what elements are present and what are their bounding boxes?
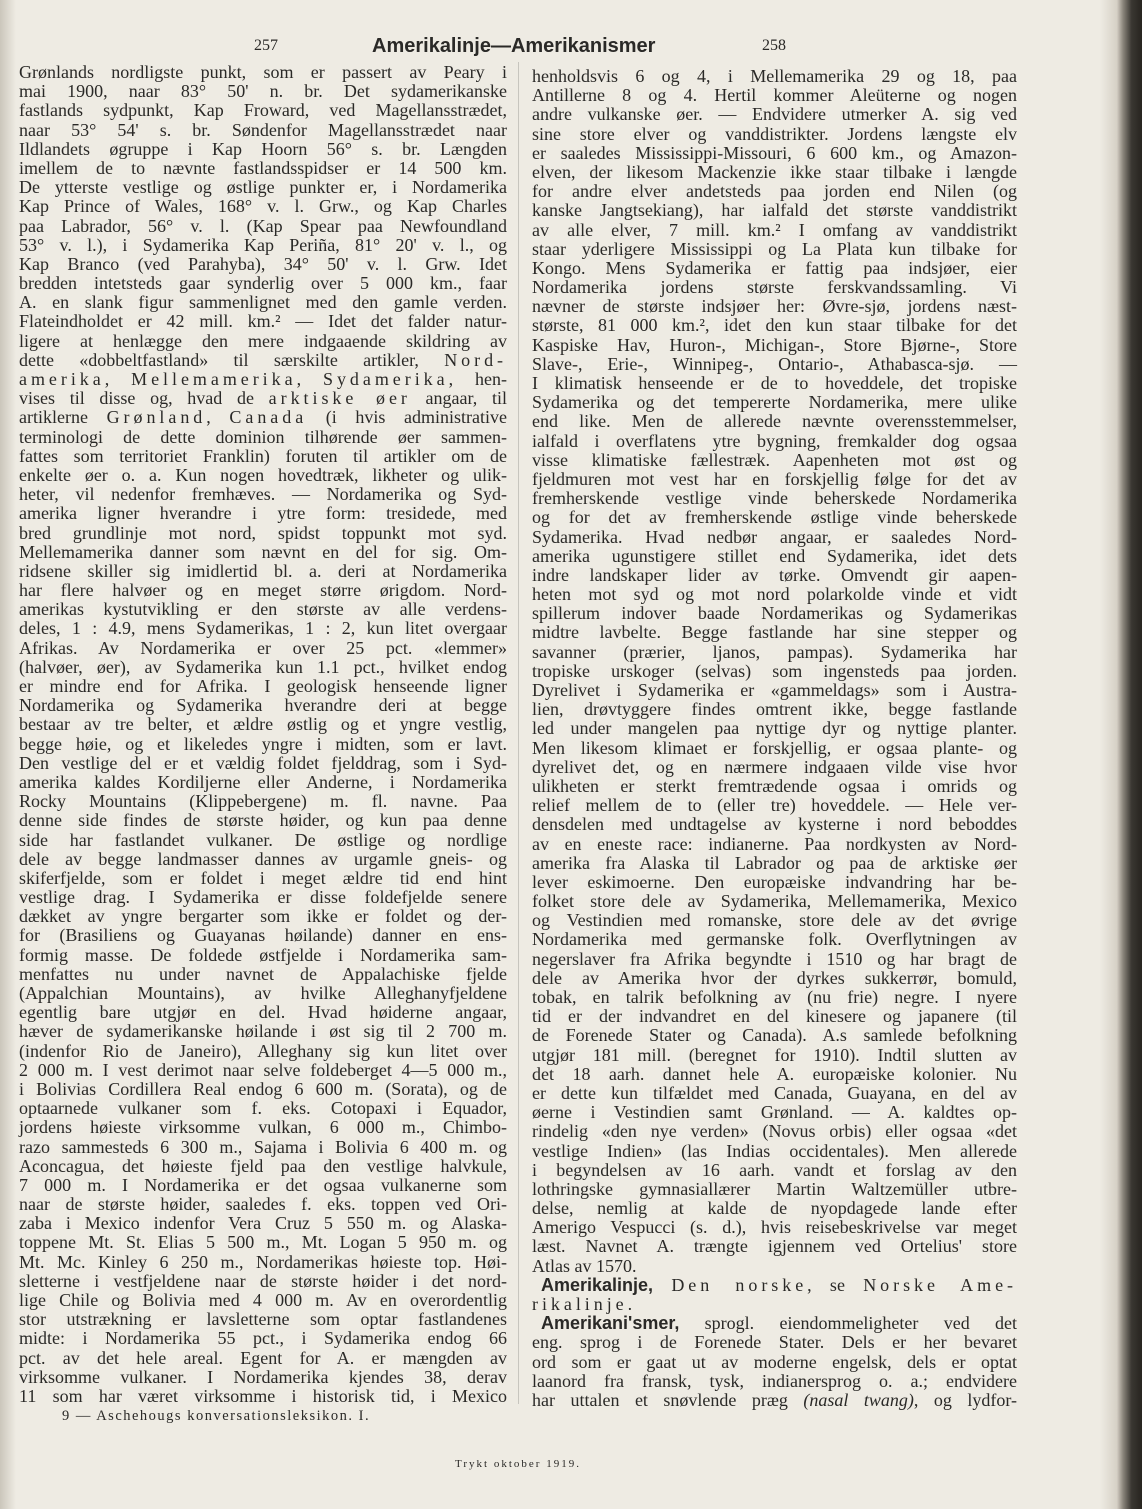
running-header-title: Amerikalinje—Amerikanismer bbox=[372, 35, 656, 57]
text-line: og Vestindien med romanske, store dele av det øvrige bbox=[532, 910, 1017, 931]
text-line: egentlig bare utgjør en del. Hvad høiderne angaar, bbox=[19, 1002, 507, 1023]
text-line: staar yderligere Mississippi og La Plata kun tilbake for bbox=[532, 238, 1017, 259]
text-line: i Bolivias Cordillera Real endog 6 600 m. (Sorata), og de bbox=[19, 1078, 507, 1099]
text-line bbox=[532, 1276, 1017, 1295]
text-line: heter, vil nedenfor fremhæves. — Nordamerika og Syd- bbox=[19, 484, 507, 505]
text-line: Mellemamerika danner som nævnt en del for sig. Om- bbox=[19, 541, 507, 562]
text-line: vestlige Indien» (las Indias occidentales). Men allerede bbox=[532, 1140, 1017, 1161]
text-line: pct. av det hele areal. Egent for A. er mængden av bbox=[19, 1347, 507, 1368]
text-line: Slave-, Erie-, Winnipeg-, Ontario-, Athabasca-sjø. — bbox=[532, 353, 1017, 374]
text-line: Den vestlige del er et vældig foldet fjelddrag, som i Syd- bbox=[19, 752, 507, 773]
text-line: for (Brasiliens og Guayanas høilande) danner en ens- bbox=[19, 925, 507, 946]
spaced-text: Sydamerika bbox=[323, 369, 449, 389]
text-line: eng. sprog i de Forenede Stater. Dels er her bevaret bbox=[532, 1332, 1017, 1353]
text-line: spillerum indover baade Nordamerikas og Sydamerikas bbox=[532, 603, 1017, 624]
text-line: Ildlandets øgruppe i Kap Hoorn 56° s. br. Længden bbox=[19, 138, 507, 159]
text-line: de Forenede Stater og Canada). A.s samlede befolkning bbox=[532, 1025, 1017, 1046]
spaced-text: Mellemamerika bbox=[131, 369, 297, 389]
text-segment: har uttalen et snøvlende præg bbox=[532, 1389, 804, 1410]
text-line: (indenfor Rio de Janeiro), Alleghany sig kun litet over bbox=[19, 1040, 507, 1061]
text-line: side har fastlandet vulkaner. De østlige og nordlige bbox=[19, 829, 507, 850]
paragraph bbox=[532, 67, 1017, 1276]
text-line: vestlige drag. I Sydamerika er disse foldefjelde senere bbox=[19, 887, 507, 908]
text-segment: (i hvis administrative bbox=[307, 407, 507, 428]
text-line: læst. Navnet A. trængte igjennem ved Ortelius' store bbox=[532, 1236, 1017, 1257]
text-line bbox=[532, 1314, 1017, 1333]
text-line: formig masse. De foldede østfjelde i Nordamerika sam- bbox=[19, 944, 507, 965]
print-date-footer: Trykt oktober 1919. bbox=[455, 1458, 581, 1470]
text-line: relief mellem de to (eller tre) hoveddele. — Hele ver- bbox=[532, 795, 1017, 816]
text-line: deles, 1 : 4.9, mens Sydamerikas, 1 : 2, kun litet overgaar bbox=[19, 618, 507, 639]
text-line: naar de største høider, saaledes f. eks. toppen ved Ori- bbox=[19, 1194, 507, 1215]
text-line: Kongo. Mens Sydamerika er fattig paa indsjøer, eier bbox=[532, 257, 1017, 278]
text-line: end like. Men de allerede nævnte overensstemmelser, bbox=[532, 411, 1017, 432]
text-line: Rocky Mountains (Klippebergene) m. fl. navne. Paa bbox=[19, 791, 507, 812]
signature-footer: 9 — Aschehougs konversationsleksikon. I. bbox=[62, 1408, 371, 1424]
page-number-left: 257 bbox=[254, 37, 278, 54]
text-line: lien, drøvtyggere findes omtrent ikke, begge fastlande bbox=[532, 699, 1017, 720]
text-line: øerne i Vestindien samt Grønland. — A. kaldtes op- bbox=[532, 1102, 1017, 1123]
text-segment: , se bbox=[807, 1274, 864, 1295]
entry-paragraph bbox=[532, 1276, 1017, 1314]
text-line: Men likesom klimaet er forskjellig, er ogsaa plante- og bbox=[532, 737, 1017, 758]
text-line: Mt. Mc. Kinley 6 250 m., Nordamerikas høieste top. Høi- bbox=[19, 1251, 507, 1272]
text-line: amerika ugunstigere stillet end Sydamerika, idet dets bbox=[532, 545, 1017, 566]
text-line: menfattes nu under navnet de Appalachiske fjelde bbox=[19, 963, 507, 984]
text-line: dele av begge landmasser dannes av urgamle gneis- og bbox=[19, 848, 507, 869]
text-line: De ytterste vestlige og østlige punkter er, i Nordamerika bbox=[19, 177, 507, 198]
text-segment: . bbox=[627, 1294, 633, 1314]
text-line: sine store elver og vanddistrikter. Jordens længste elv bbox=[532, 123, 1017, 144]
text-line: densdelen med undtagelse av kysterne i nord beboddes bbox=[532, 814, 1017, 835]
text-line bbox=[19, 389, 507, 408]
text-line: Aconcagua, det høieste fjeld paa den vestlige halvkule, bbox=[19, 1155, 507, 1176]
text-line: skiferfjelde, som er foldet i meget ældre tid end hint bbox=[19, 867, 507, 888]
text-line: enkelte øer o. a. Kun nogen hovedtræk, likheter og ulik- bbox=[19, 464, 507, 485]
entry-paragraph bbox=[532, 1314, 1017, 1410]
spaced-text: arktiske øer bbox=[268, 388, 411, 409]
text-line: begge høie, og et likeledes yngre i midten, som er lavt. bbox=[19, 733, 507, 754]
text-line bbox=[19, 408, 507, 427]
text-segment bbox=[653, 1275, 671, 1295]
text-line: andre vulkanske øer. — Endvidere utmerker A. sig ved bbox=[532, 104, 1017, 125]
text-line: tid er der indvandret en del kinesere og japanere (til bbox=[532, 1006, 1017, 1027]
text-line: henholdsvis 6 og 4, i Mellemamerika 29 og 18, paa bbox=[532, 66, 1017, 86]
text-line: Sydamerika. Hvad nedbør angaar, er saaledes Nord- bbox=[532, 526, 1017, 547]
text-segment: vises til disse og, hvad de bbox=[19, 388, 269, 409]
text-line: amerika ligner hverandre i ytre form: tresidede, med bbox=[19, 503, 507, 524]
text-line: delse, nemlig at kalde de nyopdagede lande efter bbox=[532, 1198, 1017, 1219]
text-line bbox=[19, 370, 507, 389]
text-segment: , bbox=[296, 369, 323, 389]
text-line: har flere halvøer og en meget større ørigdom. Nord- bbox=[19, 580, 507, 601]
text-line: 7 000 m. I Nordamerika er det ogsaa vulkanerne som bbox=[19, 1174, 507, 1195]
text-line: mai 1900, naar 83° 50' n. br. Det sydamerikanske bbox=[19, 81, 507, 102]
text-line: Kap Branco (ved Parahyba), 34° 50' v. l. Grw. Idet bbox=[19, 253, 507, 274]
text-line: led under mangelen paa nyttige dyr og nyttige planter. bbox=[532, 718, 1017, 739]
text-line: i begyndelsen av 16 aarh. vandt et forslag av den bbox=[532, 1159, 1017, 1180]
text-line: Kaspiske Hav, Huron-, Michigan-, Store Bjørne-, Store bbox=[532, 334, 1017, 355]
text-line: 53° v. l.), i Sydamerika Kap Periña, 81° 20' v. l., og bbox=[19, 234, 507, 255]
spaced-text: rikalinje bbox=[532, 1294, 628, 1314]
text-line: for andre elver andetsteds paa jorden end Nilen (og bbox=[532, 181, 1017, 202]
entry-headword: Amerikani'smer, bbox=[541, 1313, 680, 1334]
text-line: midtre lavbelte. Begge fastlande har sine stepper og bbox=[532, 622, 1017, 643]
text-line: tropiske urskoger (selvas) som ingensteds paa jorden. bbox=[532, 660, 1017, 681]
text-line: lever eskimoerne. Den europæiske indvandring har be- bbox=[532, 871, 1017, 892]
text-line: optaarnede vulkaner som f. eks. Cotopaxi i Equador, bbox=[19, 1098, 507, 1119]
text-line: zaba i Mexico indenfor Vera Cruz 5 550 m. og Alaska- bbox=[19, 1213, 507, 1234]
text-segment: dette «dobbeltfastland» til særskilte artikler, bbox=[19, 349, 445, 370]
text-line: utgjør 181 mill. (beregnet for 1910). Indtil slutten av bbox=[532, 1044, 1017, 1065]
text-line: fattes som territoriet Franklin) foruten til artikler om de bbox=[19, 445, 507, 466]
text-line: lige Chile og Bolivia med 4 000 m. Av en overordentlig bbox=[19, 1290, 507, 1310]
text-line: denne side findes de største høider, og kun paa denne bbox=[19, 810, 507, 831]
text-line: A. en slank figur sammenlignet med den gamle verden. bbox=[19, 292, 507, 313]
text-line: 11 som har været virksomme i historisk tid, i Mexico bbox=[19, 1385, 507, 1406]
spaced-text: Norske Ame- bbox=[863, 1274, 1018, 1295]
text-line: bred grundlinje mot nord, spidst toppunkt mot syd. bbox=[19, 522, 507, 543]
paragraph bbox=[19, 63, 507, 1406]
text-line: av alle elver, 7 mill. km.² I omfang av vanddistrikt bbox=[532, 219, 1017, 240]
text-line: lothringske gymnasiallærer Martin Waltzemüller utbre- bbox=[532, 1178, 1017, 1199]
text-line: kanske Jangtsekiang), har ialfald det største vanddistrikt bbox=[532, 200, 1017, 221]
entry-headword: Amerikalinje, bbox=[541, 1274, 654, 1295]
text-line: indre landskaper lider av tørke. Omvendt gir aapen- bbox=[532, 564, 1017, 585]
italic-text: (nasal twang) bbox=[803, 1389, 914, 1410]
text-line: Antillerne 8 og 4. Hertil kommer Aleüterne og nogen bbox=[532, 85, 1017, 106]
text-segment: , bbox=[206, 407, 230, 428]
text-line: Sydamerika og det tempererte Nordamerika, mere ulike bbox=[532, 392, 1017, 413]
text-line: negerslaver fra Afrika begyndte i 1510 og har bragt de bbox=[532, 948, 1017, 969]
text-line: stor utstrækning er lavsletterne som optar fastlandenes bbox=[19, 1309, 507, 1330]
text-line: toppene Mt. St. Elias 5 500 m., Mt. Logan 5 950 m. og bbox=[19, 1232, 507, 1253]
text-segment: sprogl. eiendommeligheter ved det bbox=[679, 1313, 1017, 1334]
left-column bbox=[19, 63, 507, 1406]
text-segment: angaar, til bbox=[410, 388, 507, 409]
text-line: ligere at henlægge den mere indgaaende skildring av bbox=[19, 330, 507, 351]
text-line: fastlands sydpunkt, Kap Froward, ved Magellansstrædet, bbox=[19, 100, 507, 121]
text-line: folket store dele av Sydamerika, Mellemamerika, Mexico bbox=[532, 891, 1017, 912]
text-line: er mindre end for Afrika. I geologisk henseende ligner bbox=[19, 676, 507, 696]
text-line: bestaar av tre belter, et ældre østlig og et yngre vestlig, bbox=[19, 714, 507, 735]
text-line: bredden intetsteds gaar synderlig over 5 000 km., faar bbox=[19, 273, 507, 294]
text-line: imellem de to nævnte fastlandsspidser er 14 500 km. bbox=[19, 157, 507, 178]
text-segment: , og lydfor- bbox=[913, 1389, 1017, 1410]
scan-left-shadow bbox=[0, 0, 16, 1509]
text-line: Flateindholdet er 42 mill. km.² — Idet det falder natur- bbox=[19, 311, 507, 332]
text-line: Kap Prince of Wales, 168° v. l. Grw., og Kap Charles bbox=[19, 196, 507, 217]
spaced-text: Grønland bbox=[106, 407, 207, 428]
spaced-text: Nord- bbox=[444, 349, 507, 370]
page-number-right: 258 bbox=[762, 37, 786, 54]
text-line: I klimatisk henseende er de to hoveddele, det tropiske bbox=[532, 373, 1017, 393]
text-line: dyrelivet det, og en nærmere indgaaen vilde vise hvor bbox=[532, 756, 1017, 777]
text-line bbox=[19, 351, 507, 370]
text-line: visse klimatiske fællestræk. Aapenheten mot øst og bbox=[532, 449, 1017, 470]
text-line: ialfald i overflatens ytre bygning, fremkalder dog ogsaa bbox=[532, 430, 1017, 451]
text-line: amerika fra Alaska til Labrador og paa de arktiske øer bbox=[532, 852, 1017, 873]
text-segment: artiklerne bbox=[19, 407, 107, 428]
text-segment: , bbox=[104, 369, 132, 389]
text-line: det 18 aarh. dannet hele A. europæiske kolonier. Nu bbox=[532, 1063, 1017, 1084]
text-line: og for det av fremherskende østlige vinde beherskede bbox=[532, 507, 1017, 528]
text-line bbox=[532, 1391, 1017, 1410]
text-line: er saaledes Mississippi-Missouri, 6 600 km., og Amazon- bbox=[532, 142, 1017, 163]
text-line: elven, der likesom Mackenzie ikke staar tilbake i længde bbox=[532, 161, 1017, 182]
text-line: heten mot syd og mot nord polarkolde vinde et vidt bbox=[532, 584, 1017, 605]
text-line: terminologi de dette dominion tilhørende øer sammen- bbox=[19, 426, 507, 447]
text-line: er dette kun tilfældet med Canada, Guayana, en del av bbox=[532, 1082, 1017, 1103]
text-line: jordens høieste virksomme vulkan, 6 000 m., Chimbo- bbox=[19, 1117, 507, 1138]
spaced-text: amerika bbox=[19, 369, 105, 389]
text-line: amerikas kystutvikling er den største av alle verdens- bbox=[19, 599, 507, 620]
text-line: laanord fra fransk, tysk, indianersprog o. a.; endvidere bbox=[532, 1370, 1017, 1391]
text-line: paa Labrador, 56° v. l. (Kap Spear paa Newfoundland bbox=[19, 215, 507, 236]
text-line: største, 81 000 km.², idet den kun staar tilbake for det bbox=[532, 315, 1017, 336]
text-line: ord som er gaat ut av moderne engelsk, dels er optat bbox=[532, 1351, 1017, 1372]
text-line: 2 000 m. I vest derimot naar selve foldeberget 4—5 000 m., bbox=[19, 1059, 507, 1080]
text-line: sletterne i vestfjeldene naar de største høider i det nord- bbox=[19, 1270, 507, 1291]
spaced-text: Den norske bbox=[671, 1274, 808, 1295]
text-line: nævner de største indsjøer her: Øvre-sjø, jordens næst- bbox=[532, 296, 1017, 317]
text-line: amerika kaldes Kordiljerne eller Anderne, i Nordamerika bbox=[19, 771, 507, 792]
column-divider bbox=[518, 62, 519, 1404]
text-line: (halvøer, øer), av Sydamerika kun 1.1 pct., hvilket endog bbox=[19, 656, 507, 677]
text-line bbox=[532, 1295, 1017, 1314]
text-line: Dyrelivet i Sydamerika er «gammeldags» som i Austra- bbox=[532, 680, 1017, 700]
text-line: Nordamerika jordens største ferskvandssamling. Vi bbox=[532, 277, 1017, 298]
text-line: (Appalchian Mountains), av hvilke Alleghanyfjeldene bbox=[19, 983, 507, 1003]
text-line: razo sammesteds 6 300 m., Sajama i Bolivia 6 400 m. og bbox=[19, 1136, 507, 1157]
text-line: midte: i Nordamerika 55 pct., i Sydamerika endog 66 bbox=[19, 1328, 507, 1349]
book-binding-edge bbox=[1100, 0, 1142, 1509]
text-line: ridsene skiller sig imidlertid bl. a. deri at Nordamerika bbox=[19, 560, 507, 581]
text-line: dækket av yngre bergarter som ikke er foldet og der- bbox=[19, 906, 507, 927]
text-line: rindelig «den nye verden» (Novus orbis) eller ogsaa «det bbox=[532, 1121, 1017, 1142]
text-line: tobak, en talrik befolkning av (nu frie) negre. I nyere bbox=[532, 987, 1017, 1007]
text-line: fremherskende vestlige vinde beherskede Nordamerika bbox=[532, 488, 1017, 509]
spaced-text: Canada bbox=[229, 407, 308, 428]
text-line: Grønlands nordligste punkt, som er passert av Peary i bbox=[19, 62, 507, 82]
text-line: fjeldmuren mot vest har en forskjellig følge for det av bbox=[532, 468, 1017, 489]
text-line: av en eneste race: indianerne. Paa nordkysten av Nord- bbox=[532, 833, 1017, 854]
text-line: dele av Amerika hvor der dyrkes sukkerrør, bomuld, bbox=[532, 967, 1017, 988]
text-line: Nordamerika og Sydamerika hverandre deri at begge bbox=[19, 695, 507, 716]
right-column bbox=[532, 67, 1017, 1410]
text-line: virksomme vulkaner. I Nordamerika kjendes 38, derav bbox=[19, 1366, 507, 1387]
text-line: naar 53° 54' s. br. Søndenfor Magellansstrædet naar bbox=[19, 119, 507, 140]
text-line: savanner (prærier, ljanos, pampas). Sydamerika har bbox=[532, 641, 1017, 662]
text-line: Nordamerika med germanske folk. Overflytningen av bbox=[532, 929, 1017, 950]
text-line: Afrikas. Av Nordamerika er over 25 pct. «lemmer» bbox=[19, 637, 507, 658]
text-line: ulikheten er sterkt fremtrædende ogsaa i omrids og bbox=[532, 775, 1017, 796]
text-line: Amerigo Vespucci (s. d.), hvis reisebeskrivelse var meget bbox=[532, 1217, 1017, 1238]
text-segment: , hen- bbox=[448, 369, 507, 389]
text-line: hæver de sydamerikanske høilande i øst sig til 2 700 m. bbox=[19, 1021, 507, 1042]
text-line: Atlas av 1570. bbox=[532, 1255, 637, 1276]
